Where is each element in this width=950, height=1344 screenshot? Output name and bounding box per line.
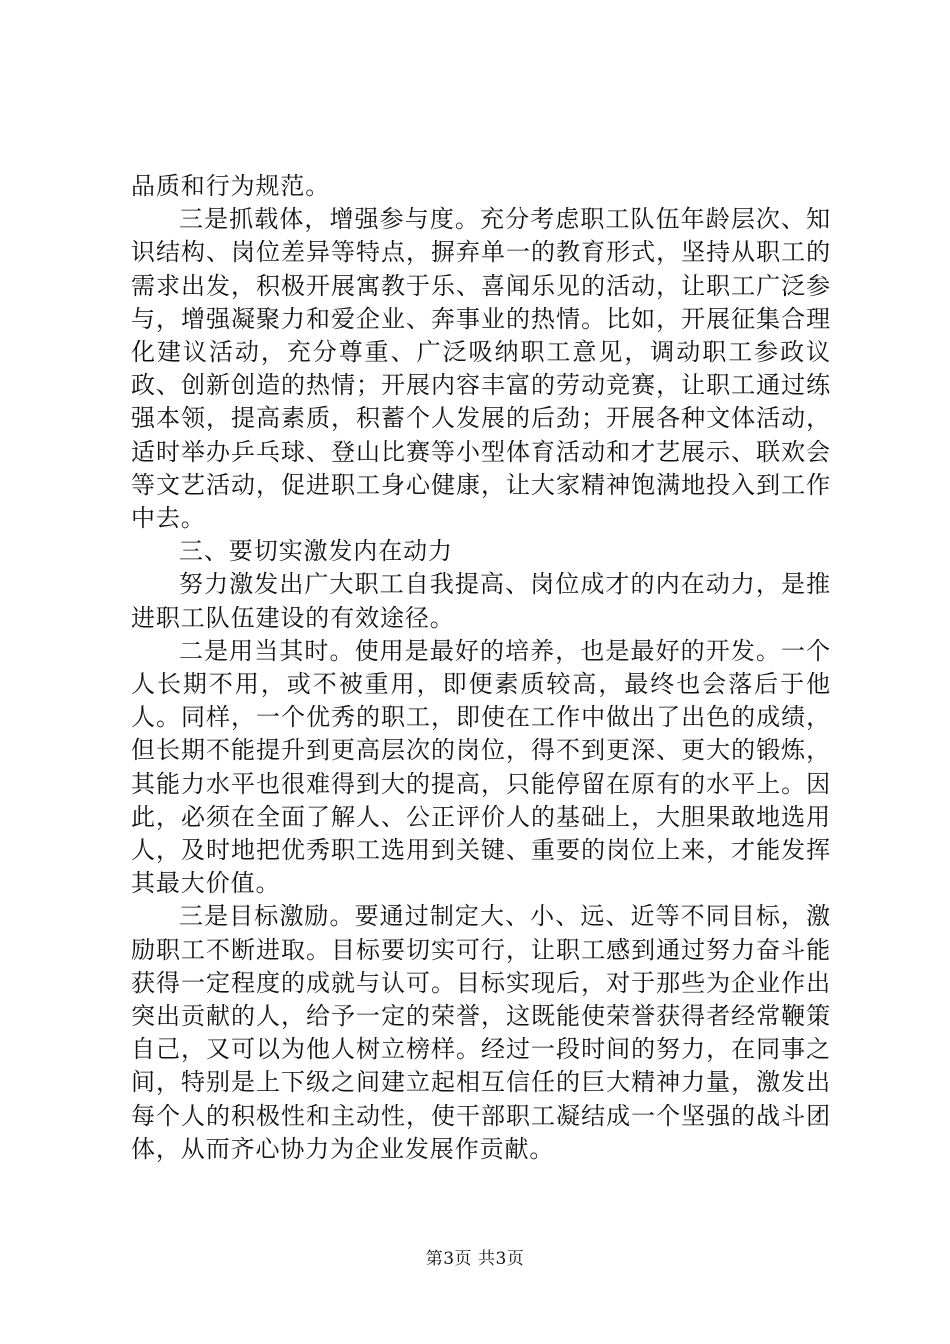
paragraph-1: 品质和行为规范。 [131, 172, 331, 200]
paragraph-3: 努力激发出广大职工自我提高、岗位成才的内在动力，是推进职工队伍建设的有效途径。 [131, 570, 831, 632]
paragraph-5: 三是目标激励。要通过制定大、小、远、近等不同目标，激励职工不断进取。目标要切实可行，让职工感到通过努力奋斗能获得一定程度的成就与认可。目标实现后，对于那些为企业作出突出贡献的人，给予一定的荣誉，这既能使荣誉获得者经常鞭策自己，又可以为他人树立榜样。经过一段时间的努力，在同事之间，特别是上下级之间建立起相互信任的巨大精神力量，激发出每个人的积极性和主动性，使干部职工凝结成一个坚强的战斗团体，从而齐心协力为企业发展作贡献。 [131, 902, 831, 1163]
section-heading: 三、要切实激发内在动力 [179, 537, 453, 566]
page-footer: 第3页 共3页 [425, 1249, 525, 1269]
paragraph-2: 三是抓载体，增强参与度。充分考虑职工队伍年龄层次、知识结构、岗位差异等特点，摒弃单一的教育形式，坚持从职工的需求出发，积极开展寓教于乐、喜闻乐见的活动，让职工广泛参与，增强凝聚力和爱企业、奔事业的热情。比如，开展征集合理化建议活动，充分尊重、广泛吸纳职工意见，调动职工参政议政、创新创造的热情；开展内容丰富的劳动竞赛，让职工通过练强本领，提高素质，积蓄个人发展的后劲；开展各种文体活动，适时举办乒乓球、登山比赛等小型体育活动和才艺展示、联欢会等文艺活动，促进职工身心健康，让大家精神饱满地投入到工作中去。 [131, 205, 831, 533]
document-body [131, 170, 831, 1166]
paragraph-4: 二是用当其时。使用是最好的培养，也是最好的开发。一个人长期不用，或不被重用，即便素质较高，最终也会落后于他人。同样，一个优秀的职工，即使在工作中做出了出色的成绩，但长期不能提升到更高层次的岗位，得不到更深、更大的锻炼，其能力水平也很难得到大的提高，只能停留在原有的水平上。因此，必须在全面了解人、公正评价人的基础上，大胆果敢地选用人，及时地把优秀职工选用到关键、重要的岗位上来，才能发挥其最大价值。 [131, 636, 831, 898]
